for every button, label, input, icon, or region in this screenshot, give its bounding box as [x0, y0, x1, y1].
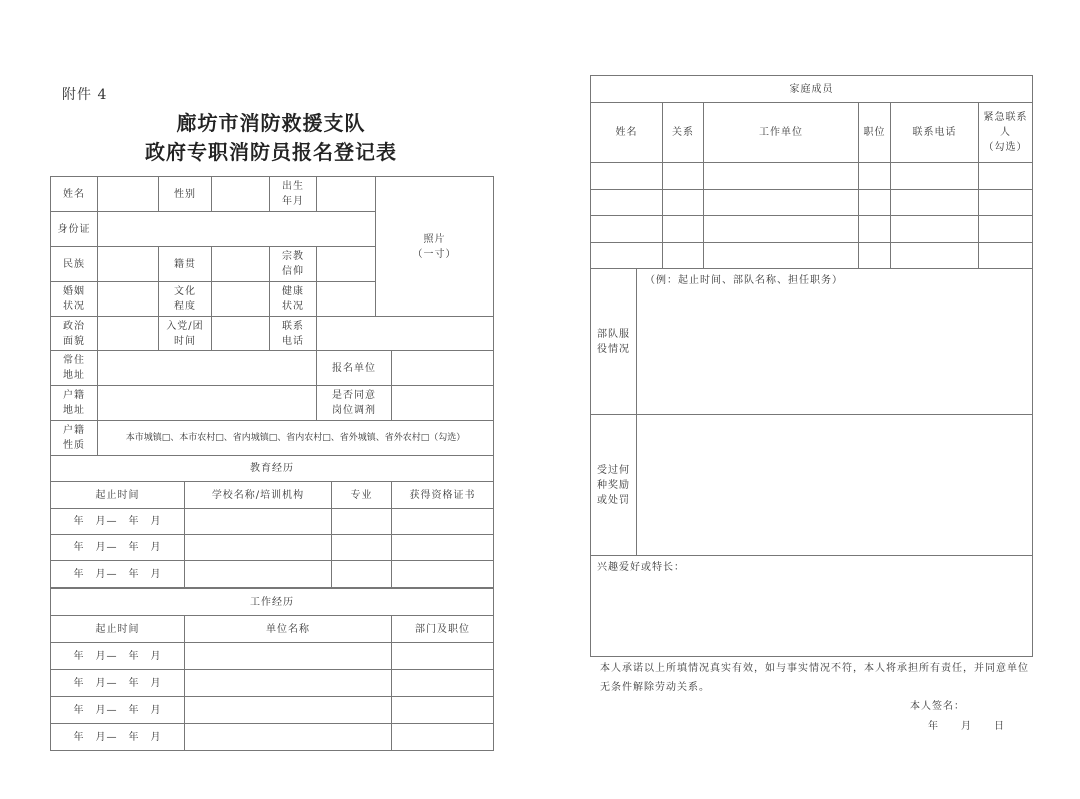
work-row-period[interactable]: 年 月— 年 月: [51, 670, 185, 697]
work-section-title: 工作经历: [51, 589, 494, 616]
family-row-emergency[interactable]: [979, 243, 1033, 269]
education-row-major[interactable]: [332, 561, 392, 588]
education-row-school[interactable]: [185, 535, 332, 561]
work-row-position[interactable]: [392, 724, 494, 751]
family-row-position[interactable]: [859, 216, 891, 243]
awards-label: 受过何 种奖励 或处罚: [591, 415, 637, 556]
family-row-emergency[interactable]: [979, 190, 1033, 216]
education-row-major[interactable]: [332, 509, 392, 535]
education-header-certificate: 获得资格证书: [392, 482, 494, 509]
work-row-unit[interactable]: [185, 724, 392, 751]
agree-transfer-input[interactable]: [392, 386, 494, 421]
education-row-period[interactable]: 年 月— 年 月: [51, 561, 185, 588]
family-header-relation: 关系: [663, 103, 704, 163]
family-row-name[interactable]: [591, 216, 663, 243]
awards-input[interactable]: [637, 415, 1033, 556]
education-row-certificate[interactable]: [392, 561, 494, 588]
religion-input[interactable]: [317, 247, 376, 282]
education-row-major[interactable]: [332, 535, 392, 561]
family-row-phone[interactable]: [891, 163, 979, 190]
education-header-major: 专业: [332, 482, 392, 509]
apply-unit-input[interactable]: [392, 351, 494, 386]
work-row-position[interactable]: [392, 670, 494, 697]
hobbies-field[interactable]: 兴趣爱好或特长：: [591, 556, 1033, 657]
ethnicity-input[interactable]: [98, 247, 159, 282]
education-row-certificate[interactable]: [392, 509, 494, 535]
form-title-line1: 廊坊市消防救援支队: [176, 111, 366, 135]
family-row-position[interactable]: [859, 190, 891, 216]
gender-label: 性别: [159, 177, 212, 212]
party-time-label: 入党/团 时间: [159, 317, 212, 351]
work-row-period[interactable]: 年 月— 年 月: [51, 724, 185, 751]
education-row-certificate[interactable]: [392, 535, 494, 561]
work-header-period: 起止时间: [51, 616, 185, 643]
work-table: [50, 588, 494, 751]
apply-unit-label: 报名单位: [317, 351, 392, 386]
family-row-workplace[interactable]: [704, 216, 859, 243]
education-level-input[interactable]: [212, 282, 270, 317]
phone-label: 联系 电话: [270, 317, 317, 351]
family-row-relation[interactable]: [663, 243, 704, 269]
birth-label: 出生 年月: [270, 177, 317, 212]
family-row-name[interactable]: [591, 243, 663, 269]
family-header-emergency: 紧急联系人 （勾选）: [979, 103, 1033, 163]
education-header-school: 学校名称/培训机构: [185, 482, 332, 509]
education-row-period[interactable]: 年 月— 年 月: [51, 509, 185, 535]
family-row-phone[interactable]: [891, 190, 979, 216]
family-section-title: 家庭成员: [591, 76, 1033, 103]
health-input[interactable]: [317, 282, 376, 317]
education-section-title: 教育经历: [51, 456, 494, 482]
party-time-input[interactable]: [212, 317, 270, 351]
commitment-text: 本人承诺以上所填情况真实有效，如与事实情况不符，本人将承担所有责任，并同意单位无条件解除劳动关系。: [600, 663, 1029, 693]
native-place-input[interactable]: [212, 247, 270, 282]
personal-info-table: [50, 176, 494, 456]
family-row-relation[interactable]: [663, 216, 704, 243]
family-table: [590, 75, 1033, 657]
work-row-unit[interactable]: [185, 670, 392, 697]
name-label: 姓名: [51, 177, 98, 212]
residence-input[interactable]: [98, 351, 317, 386]
political-input[interactable]: [98, 317, 159, 351]
religion-label: 宗教 信仰: [270, 247, 317, 282]
gender-input[interactable]: [212, 177, 270, 212]
signature-label: 本人签名：: [910, 701, 965, 712]
id-card-label: 身份证: [51, 212, 98, 247]
family-row-emergency[interactable]: [979, 163, 1033, 190]
family-row-emergency[interactable]: [979, 216, 1033, 243]
family-row-relation[interactable]: [663, 190, 704, 216]
education-row-school[interactable]: [185, 509, 332, 535]
birth-input[interactable]: [317, 177, 376, 212]
education-table: [50, 455, 494, 588]
family-header-workplace: 工作单位: [704, 103, 859, 163]
form-title-line2: 政府专职消防员报名登记表: [145, 140, 397, 164]
work-row-position[interactable]: [392, 697, 494, 724]
ethnicity-label: 民族: [51, 247, 98, 282]
household-type-label: 户籍 性质: [51, 421, 98, 456]
family-header-position: 职位: [859, 103, 891, 163]
household-type-options[interactable]: 本市城镇□、本市农村□、省内城镇□、省内农村□、省外城镇、省外农村□（勾选）: [98, 421, 494, 456]
family-row-relation[interactable]: [663, 163, 704, 190]
work-row-unit[interactable]: [185, 697, 392, 724]
education-header-period: 起止时间: [51, 482, 185, 509]
name-input[interactable]: [98, 177, 159, 212]
work-row-period[interactable]: 年 月— 年 月: [51, 643, 185, 670]
photo-box[interactable]: 照片 （一寸）: [376, 177, 494, 317]
work-header-position: 部门及职位: [392, 616, 494, 643]
military-service-label: 部队服 役情况: [591, 269, 637, 415]
family-row-workplace[interactable]: [704, 190, 859, 216]
household-addr-input[interactable]: [98, 386, 317, 421]
family-row-workplace[interactable]: [704, 163, 859, 190]
residence-label: 常住 地址: [51, 351, 98, 386]
family-header-name: 姓名: [591, 103, 663, 163]
work-header-unit: 单位名称: [185, 616, 392, 643]
family-row-phone[interactable]: [891, 216, 979, 243]
work-row-unit[interactable]: [185, 643, 392, 670]
family-row-workplace[interactable]: [704, 243, 859, 269]
agree-transfer-label: 是否同意 岗位调剂: [317, 386, 392, 421]
military-service-input[interactable]: （例：起止时间、部队名称、担任职务）: [637, 269, 1033, 415]
family-row-position[interactable]: [859, 243, 891, 269]
marital-label: 婚姻 状况: [51, 282, 98, 317]
education-row-school[interactable]: [185, 561, 332, 588]
id-card-input[interactable]: [98, 212, 376, 247]
signature-date: 年 月 日: [928, 721, 1005, 732]
family-row-name[interactable]: [591, 190, 663, 216]
phone-input[interactable]: [317, 317, 494, 351]
attachment-label: 附件 4: [62, 87, 108, 103]
education-level-label: 文化 程度: [159, 282, 212, 317]
work-row-period[interactable]: 年 月— 年 月: [51, 697, 185, 724]
marital-input[interactable]: [98, 282, 159, 317]
family-row-phone[interactable]: [891, 243, 979, 269]
education-row-period[interactable]: 年 月— 年 月: [51, 535, 185, 561]
native-place-label: 籍贯: [159, 247, 212, 282]
work-row-position[interactable]: [392, 643, 494, 670]
family-row-position[interactable]: [859, 163, 891, 190]
family-row-name[interactable]: [591, 163, 663, 190]
family-header-phone: 联系电话: [891, 103, 979, 163]
household-addr-label: 户籍 地址: [51, 386, 98, 421]
health-label: 健康 状况: [270, 282, 317, 317]
political-label: 政治 面貌: [51, 317, 98, 351]
